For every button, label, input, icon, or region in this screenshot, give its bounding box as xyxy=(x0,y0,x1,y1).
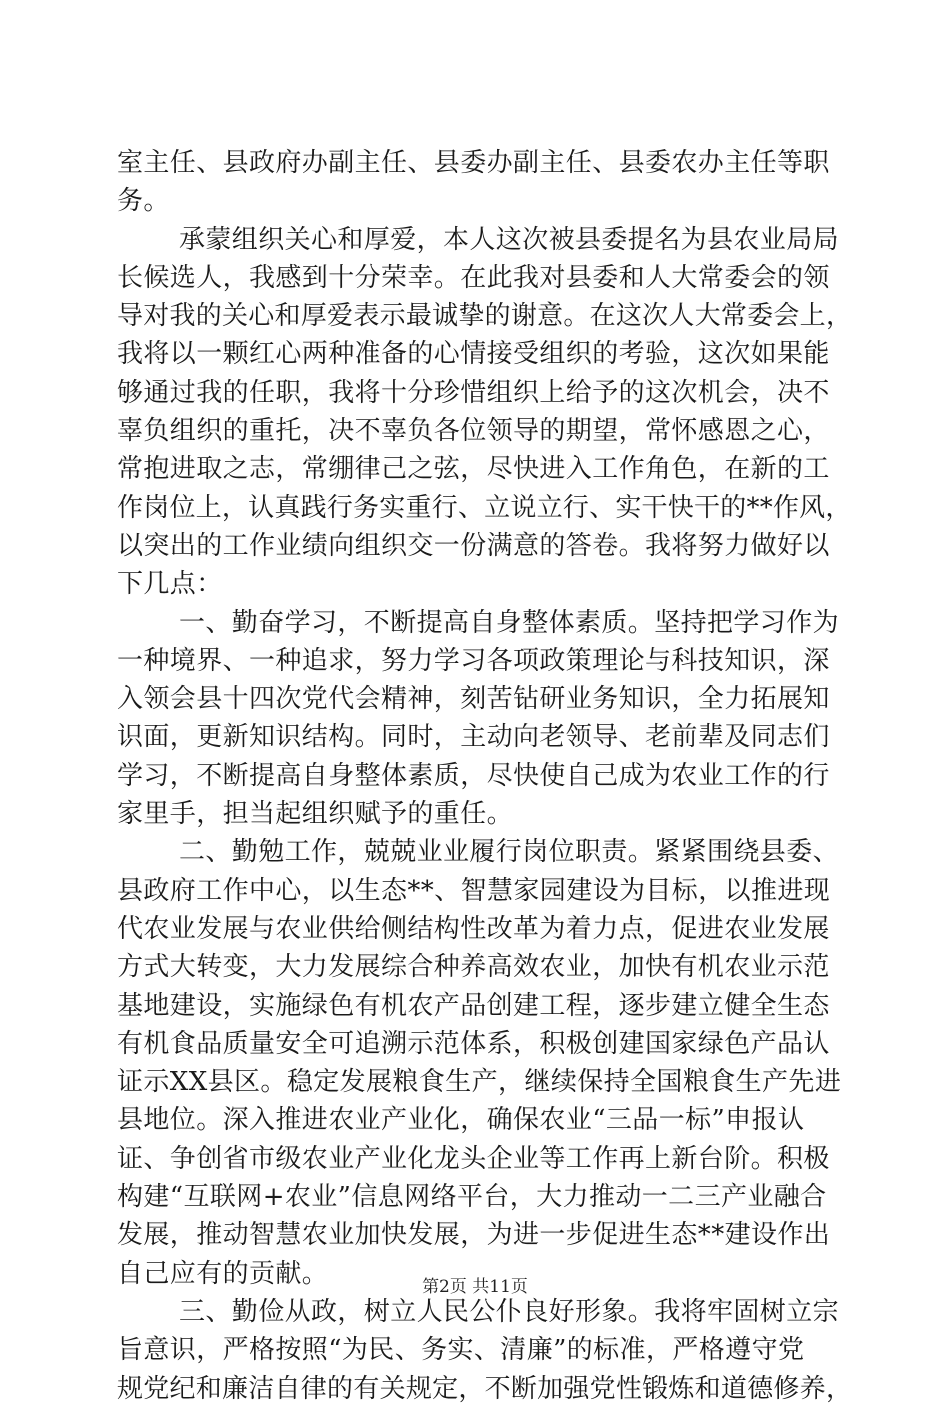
body-line: 够通过我的任职，我将十分珍惜组织上给予的这次机会，决不 xyxy=(117,377,830,408)
body-line: 方式大转变，大力发展综合种养高效农业，加快有机农业示范 xyxy=(117,952,830,983)
body-line: 证示XX县区。稳定发展粮食生产，继续保持全国粮食生产先进 xyxy=(117,1067,842,1098)
body-line: 有机食品质量安全可追溯示范体系，积极创建国家绿色产品认 xyxy=(117,1028,830,1059)
body-line: 我将以一颗红心两种准备的心情接受组织的考验，这次如果能 xyxy=(117,339,830,370)
body-line: 承蒙组织关心和厚爱，本人这次被县委提名为县农业局局 xyxy=(179,224,840,255)
body-line: 三、勤俭从政，树立人民公仆良好形象。我将牢固树立宗 xyxy=(179,1296,840,1327)
body-line: 县政府工作中心，以生态**、智慧家园建设为目标，以推进现 xyxy=(117,875,831,906)
body-line: 常抱进取之志，常绷律己之弦，尽快进入工作角色，在新的工 xyxy=(117,454,830,485)
body-line: 基地建设，实施绿色有机农产品创建工程，逐步建立健全生态 xyxy=(117,990,830,1021)
body-line: 下几点： xyxy=(117,569,223,600)
page-footer: 第2页 共11页 xyxy=(422,1277,528,1297)
body-line: 一种境界、一种追求，努力学习各项政策理论与科技知识，深 xyxy=(117,645,830,676)
body-line: 县地位。深入推进农业产业化，确保农业“三品一标”申报认 xyxy=(117,1105,805,1136)
body-line: 二、勤勉工作，兢兢业业履行岗位职责。紧紧围绕县委、 xyxy=(179,837,840,868)
body-line: 家里手，担当起组织赋予的重任。 xyxy=(117,799,514,830)
body-line: 务。 xyxy=(117,186,170,217)
body-line: 规党纪和廉洁自律的有关规定，不断加强党性锻炼和道德修养， xyxy=(117,1373,853,1404)
body-line: 构建“互联网+农业”信息网络平台，大力推动一二三产业融合 xyxy=(117,1182,827,1213)
document-body xyxy=(117,144,852,1408)
body-line: 一、勤奋学习，不断提高自身整体素质。坚持把学习作为 xyxy=(179,607,840,638)
body-line: 入领会县十四次党代会精神，刻苦钻研业务知识，全力拓展知 xyxy=(117,684,830,715)
body-line: 旨意识，严格按照“为民、务实、清廉”的标准，严格遵守党 xyxy=(117,1335,805,1366)
body-line: 学习，不断提高自身整体素质，尽快使自己成为农业工作的行 xyxy=(117,760,830,791)
body-line: 自己应有的贡献。 xyxy=(117,1258,329,1289)
body-line: 代农业发展与农业供给侧结构性改革为着力点，促进农业发展 xyxy=(117,913,830,944)
body-line: 识面，更新知识结构。同时，主动向老领导、老前辈及同志们 xyxy=(117,722,830,753)
body-line: 发展，推动智慧农业加快发展，为进一步促进生态**建设作出 xyxy=(117,1220,831,1251)
body-line: 导对我的关心和厚爱表示最诚挚的谢意。在这次人大常委会上， xyxy=(117,301,853,332)
body-line: 辜负组织的重托，决不辜负各位领导的期望，常怀感恩之心， xyxy=(117,416,830,447)
body-line: 作岗位上，认真践行务实重行、立说立行、实干快干的**作风， xyxy=(117,492,852,523)
body-line: 证、争创省市级农业产业化龙头企业等工作再上新台阶。积极 xyxy=(117,1143,830,1174)
body-line: 长候选人，我感到十分荣幸。在此我对县委和人大常委会的领 xyxy=(117,262,830,293)
body-line: 以突出的工作业绩向组织交一份满意的答卷。我将努力做好以 xyxy=(117,530,830,561)
body-line: 室主任、县政府办副主任、县委办副主任、县委农办主任等职 xyxy=(117,148,830,178)
